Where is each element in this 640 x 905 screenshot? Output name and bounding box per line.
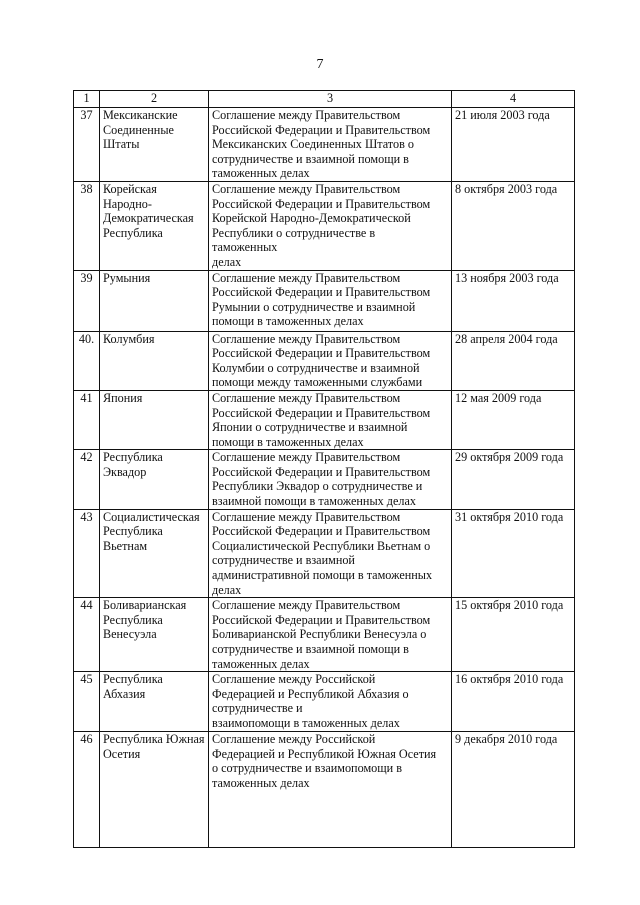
table-row bbox=[74, 509, 575, 598]
date-cell: 16 октября 2010 года bbox=[452, 672, 575, 732]
row-number: 38 bbox=[74, 181, 100, 270]
row-number: 44 bbox=[74, 598, 100, 672]
country-cell: Мексиканские Соединенные Штаты bbox=[100, 108, 209, 182]
row-number: 39 bbox=[74, 270, 100, 331]
date-cell: 9 декабря 2010 года bbox=[452, 732, 575, 848]
country-cell: Япония bbox=[100, 390, 209, 449]
row-number: 40. bbox=[74, 331, 100, 390]
date-cell: 21 июля 2003 года bbox=[452, 108, 575, 182]
row-number: 45 bbox=[74, 672, 100, 732]
date-cell: 8 октября 2003 года bbox=[452, 181, 575, 270]
row-number: 42 bbox=[74, 450, 100, 509]
header-row bbox=[74, 91, 575, 108]
agreement-cell: Соглашение между Правительством Российской Федерации и Правительством Корейской Народно-Демократической Республики о сотрудничестве в таможенных делах bbox=[209, 181, 452, 270]
date-cell: 31 октября 2010 года bbox=[452, 509, 575, 598]
country-cell: Социалистическая Республика Вьетнам bbox=[100, 509, 209, 598]
agreement-cell: Соглашение между Правительством Российской Федерации и Правительством Социалистической Республики Вьетнам о сотрудничестве и взаимной административной помощи в таможенных делах bbox=[209, 509, 452, 598]
table-row bbox=[74, 108, 575, 182]
row-number: 41 bbox=[74, 390, 100, 449]
table-row bbox=[74, 598, 575, 672]
header-cell: 4 bbox=[452, 91, 575, 108]
country-cell: Румыния bbox=[100, 270, 209, 331]
page-number: 7 bbox=[316, 57, 324, 72]
country-cell: Корейская Народно- Демократическая Республика bbox=[100, 181, 209, 270]
agreement-cell: Соглашение между Правительством Российской Федерации и Правительством Республики Эквадор о сотрудничестве и взаимной помощи в таможенных делах bbox=[209, 450, 452, 509]
table-row bbox=[74, 450, 575, 509]
agreement-cell: Соглашение между Правительством Российской Федерации и Правительством Мексиканских Соединенных Штатов о сотрудничестве и взаимной помощи в таможенных делах bbox=[209, 108, 452, 182]
header-cell: 1 bbox=[74, 91, 100, 108]
agreement-cell: Соглашение между Российской Федерацией и Республикой Абхазия о сотрудничестве и взаимопомощи в таможенных делах bbox=[209, 672, 452, 732]
country-cell: Республика Южная Осетия bbox=[100, 732, 209, 848]
date-cell: 28 апреля 2004 года bbox=[452, 331, 575, 390]
table-row bbox=[74, 390, 575, 449]
date-cell: 12 мая 2009 года bbox=[452, 390, 575, 449]
table-row bbox=[74, 672, 575, 732]
header-cell: 3 bbox=[209, 91, 452, 108]
row-number: 43 bbox=[74, 509, 100, 598]
row-number: 46 bbox=[74, 732, 100, 848]
table-row bbox=[74, 270, 575, 331]
table-row bbox=[74, 181, 575, 270]
country-cell: Боливарианская Республика Венесуэла bbox=[100, 598, 209, 672]
country-cell: Республика Эквадор bbox=[100, 450, 209, 509]
date-cell: 13 ноября 2003 года bbox=[452, 270, 575, 331]
table-row bbox=[74, 732, 575, 848]
row-number: 37 bbox=[74, 108, 100, 182]
header-cell: 2 bbox=[100, 91, 209, 108]
date-cell: 15 октября 2010 года bbox=[452, 598, 575, 672]
agreements-table bbox=[73, 90, 575, 848]
table-row bbox=[74, 331, 575, 390]
agreement-cell: Соглашение между Российской Федерацией и Республикой Южная Осетия о сотрудничестве и взаимопомощи в таможенных делах bbox=[209, 732, 452, 848]
agreement-cell: Соглашение между Правительством Российской Федерации и Правительством Колумбии о сотрудничестве и взаимной помощи между таможенными службами bbox=[209, 331, 452, 390]
country-cell: Республика Абхазия bbox=[100, 672, 209, 732]
agreement-cell: Соглашение между Правительством Российской Федерации и Правительством Румынии о сотрудничестве и взаимной помощи в таможенных делах bbox=[209, 270, 452, 331]
country-cell: Колумбия bbox=[100, 331, 209, 390]
agreement-cell: Соглашение между Правительством Российской Федерации и Правительством Японии о сотрудничестве и взаимной помощи в таможенных делах bbox=[209, 390, 452, 449]
agreement-cell: Соглашение между Правительством Российской Федерации и Правительством Боливарианской Республики Венесуэла о сотрудничестве и взаимной помощи в таможенных делах bbox=[209, 598, 452, 672]
date-cell: 29 октября 2009 года bbox=[452, 450, 575, 509]
